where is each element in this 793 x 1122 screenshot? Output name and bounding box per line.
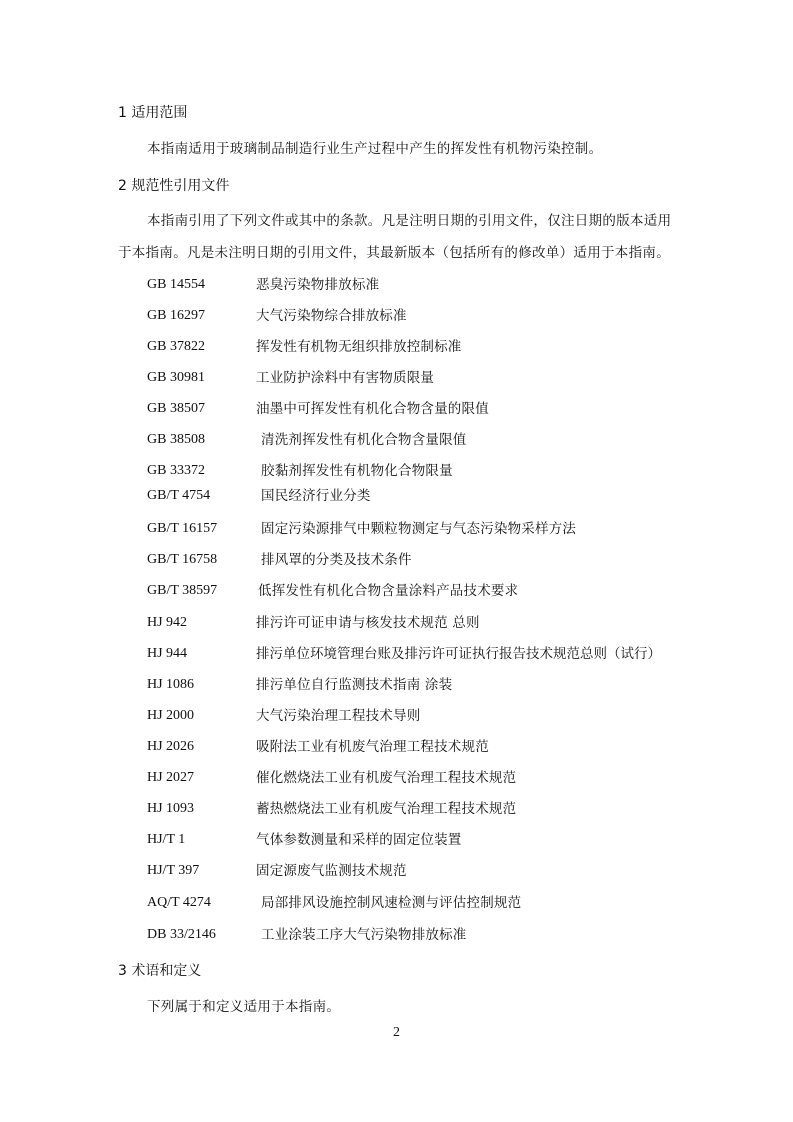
section-3-heading: 3 术语和定义 [118, 963, 202, 979]
reference-code: GB 38507 [147, 401, 205, 416]
section-3-body: 下列属于和定义适用于本指南。 [147, 999, 341, 1015]
section-1-body: 本指南适用于玻璃制品制造行业生产过程中产生的挥发性有机物污染控制。 [147, 141, 603, 157]
reference-code: GB/T 16758 [147, 552, 218, 567]
reference-title: 排污许可证申请与核发技术规范 总则 [256, 615, 480, 631]
reference-code: HJ 2026 [147, 739, 195, 754]
reference-code: HJ/T 1 [147, 832, 186, 847]
reference-code: HJ 942 [147, 615, 188, 630]
reference-title: 挥发性有机物无组织排放控制标准 [256, 339, 462, 355]
reference-code: HJ 2000 [147, 708, 195, 723]
reference-title: 大气污染治理工程技术导则 [256, 708, 421, 724]
reference-code: HJ 2027 [147, 770, 195, 785]
reference-title: 局部排风设施控制风速检测与评估控制规范 [261, 895, 522, 911]
reference-code: GB/T 38597 [147, 583, 218, 598]
reference-title: 胶黏剂挥发性有机物化合物限量 [261, 463, 453, 479]
section-2-body-line-1: 本指南引用了下列文件或其中的条款。凡是注明日期的引用文件，仅注日期的版本适用 [147, 213, 672, 229]
reference-code: GB 14554 [147, 277, 205, 292]
section-2-body-line-2: 于本指南。凡是未注明日期的引用文件，其最新版本（包括所有的修改单）适用于本指南。 [118, 245, 670, 261]
reference-title: 工业涂装工序大气污染物排放标准 [261, 927, 467, 943]
reference-code: HJ 1086 [147, 677, 195, 692]
reference-title: 排污单位环境管理台账及排污许可证执行报告技术规范总则（试行） [256, 646, 661, 662]
reference-code: GB/T 4754 [147, 488, 211, 503]
reference-code: GB 37822 [147, 339, 205, 354]
reference-title: 低挥发性有机化合物含量涂料产品技术要求 [258, 583, 519, 599]
reference-title: 催化燃烧法工业有机废气治理工程技术规范 [256, 770, 517, 786]
reference-code: GB 16297 [147, 308, 205, 323]
section-2-heading: 2 规范性引用文件 [118, 178, 230, 194]
reference-title: 排污单位自行监测技术指南 涂装 [256, 677, 453, 693]
section-1-heading: 1 适用范围 [118, 105, 188, 121]
reference-code: GB 33372 [147, 463, 205, 478]
reference-title: 恶臭污染物排放标准 [256, 277, 380, 293]
reference-title: 国民经济行业分类 [261, 488, 371, 504]
page-number: 2 [393, 1025, 400, 1040]
reference-title: 排风罩的分类及技术条件 [261, 552, 412, 568]
reference-code: HJ 1093 [147, 801, 195, 816]
reference-title: 固定污染源排气中颗粒物测定与气态污染物采样方法 [261, 521, 577, 537]
reference-code: AQ/T 4274 [147, 895, 211, 910]
reference-title: 工业防护涂料中有害物质限量 [256, 370, 435, 386]
reference-code: HJ 944 [147, 646, 188, 661]
reference-title: 气体参数测量和采样的固定位装置 [256, 832, 462, 848]
reference-code: GB 38508 [147, 432, 205, 447]
reference-title: 清洗剂挥发性有机化合物含量限值 [261, 432, 467, 448]
reference-code: HJ/T 397 [147, 863, 200, 878]
reference-title: 蓄热燃烧法工业有机废气治理工程技术规范 [256, 801, 517, 817]
reference-code: GB 30981 [147, 370, 205, 385]
reference-title: 油墨中可挥发性有机化合物含量的限值 [256, 401, 489, 417]
reference-code: GB/T 16157 [147, 521, 218, 536]
reference-code: DB 33/2146 [147, 927, 216, 942]
reference-title: 固定源废气监测技术规范 [256, 863, 407, 879]
reference-title: 大气污染物综合排放标准 [256, 308, 407, 324]
reference-title: 吸附法工业有机废气治理工程技术规范 [256, 739, 489, 755]
